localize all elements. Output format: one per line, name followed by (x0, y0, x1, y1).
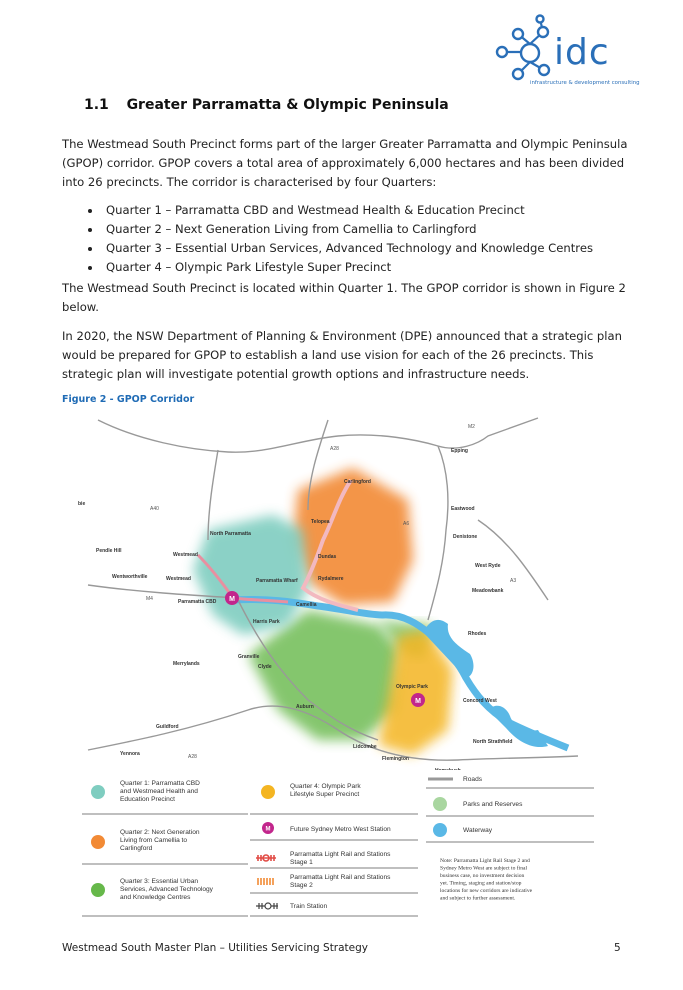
legend-q4-line1: Quarter 4: Olympic Park (290, 783, 361, 790)
list-item-text: Quarter 2 – Next Generation Living from Camellia to Carlingford (106, 222, 477, 236)
legend-parks-swatch (433, 797, 447, 811)
paragraph-strategic-plan: In 2020, the NSW Department of Planning & Environment (DPE) announced that a strategic plan would be prepared for GPOP to establish a land use vision for each of the 26 precincts. This strategic plan will investigate potential growth options and infrastructure needs. (62, 329, 622, 381)
legend-q3-line2: Services, Advanced Technology (120, 886, 213, 893)
place-label: Parramatta Wharf (256, 578, 298, 584)
place-label: Rhodes (468, 631, 487, 637)
place-label: Telopea (311, 519, 330, 525)
legend-waterway-label: Waterway (463, 827, 493, 834)
svg-text:Quarter 4: Olympic Park (290, 783, 363, 798)
legend-metro-icon (262, 822, 274, 834)
bullet-icon (88, 228, 92, 232)
logo-wordmark: idc (554, 32, 610, 73)
legend-q1-line2: and Westmead Health and (120, 788, 198, 795)
bullet-icon (88, 209, 92, 213)
quarters-list (84, 201, 593, 277)
list-item (84, 258, 593, 277)
road-label: M4 (146, 596, 153, 602)
legend-q2-line2: Living from Camellia to (120, 837, 188, 844)
legend-lr1-line1: Parramatta Light Rail and Stations (290, 851, 391, 858)
legend-note-line: yet. Timing, staging and station/stop (440, 880, 522, 887)
legend-lr2-line1: Parramatta Light Rail and Stations (290, 874, 391, 881)
legend-note-line: Sydney Metro West are subject to final (440, 865, 528, 872)
legend-note-line: Note: Parramatta Light Rail Stage 2 and (440, 858, 530, 864)
paragraph-location: The Westmead South Precinct is located within Quarter 1. The GPOP corridor is shown in Figure 2 below. (62, 281, 626, 314)
place-label: Westmead (166, 576, 191, 582)
place-label: North Parramatta (210, 531, 251, 537)
road-label: A40 (150, 506, 159, 512)
legend-q1-line1: Quarter 1: Parramatta CBD (120, 780, 200, 787)
legend-roads-label: Roads (463, 776, 483, 783)
legend-swatch-q3 (91, 883, 105, 897)
logo-tagline: infrastructure & development consulting (530, 80, 640, 86)
legend-note-line: business case, no investment decision (440, 873, 525, 879)
footer-document-title: Westmead South Master Plan – Utilities Servicing Strategy (62, 942, 369, 954)
gpop-corridor-map (78, 410, 596, 920)
legend-q1-line3: Education Precinct (120, 796, 175, 803)
legend-swatch-q4 (261, 785, 275, 799)
bullet-icon (88, 247, 92, 251)
metro-station-parramatta (225, 591, 239, 605)
place-label: Denistone (453, 534, 478, 540)
place-label: Wentworthville (112, 574, 148, 580)
map-legend (78, 770, 596, 920)
place-label: Dundas (318, 554, 337, 560)
place-label: Yennora (120, 751, 140, 757)
place-label: Camellia (296, 602, 317, 608)
place-label: Carlingford (344, 479, 371, 485)
place-label: Westmead (173, 552, 198, 558)
figure-caption: Figure 2 - GPOP Corridor (62, 394, 195, 405)
legend-lr2-line2: Stage 2 (290, 882, 313, 889)
place-label: Olympic Park (396, 684, 428, 690)
legend-note-line: and subject to further assessment. (440, 895, 516, 902)
road-label: A28 (188, 754, 197, 760)
list-item-text: Quarter 1 – Parramatta CBD and Westmead Health & Education Precinct (106, 203, 525, 217)
footer-page-number: 5 (614, 942, 621, 954)
legend-q2-line3: Carlingford (120, 845, 153, 852)
map-svg (78, 410, 596, 920)
legend-q3-line3: and Knowledge Centres (120, 894, 191, 901)
place-label: Clyde (258, 664, 272, 670)
road-label: M2 (468, 424, 475, 430)
bullet-icon (88, 266, 92, 270)
section-title: Greater Parramatta & Olympic Peninsula (126, 97, 449, 113)
legend-q2-line1: Quarter 2: Next Generation (120, 829, 200, 836)
legend-q4-line2: Lifestyle Super Precinct (290, 791, 360, 798)
idc-logo (488, 14, 640, 92)
list-item-text: Quarter 4 – Olympic Park Lifestyle Super Precinct (106, 260, 392, 274)
section-number: 1.1 (84, 97, 109, 113)
place-label: Merrylands (173, 661, 200, 667)
road-label: A3 (510, 578, 517, 584)
place-label: Auburn (296, 704, 314, 710)
place-label: Granville (238, 654, 260, 660)
section-heading (84, 97, 449, 113)
legend-note-line: locations for new corridors are indicative (440, 888, 533, 894)
list-item (84, 220, 593, 239)
place-label: Parramatta CBD (178, 599, 217, 605)
list-item (84, 201, 593, 220)
svg-text:M: M (265, 826, 271, 833)
place-label: Guildford (156, 724, 179, 730)
legend-train-label: Train Station (290, 903, 328, 910)
svg-text:M: M (229, 596, 235, 603)
place-label: bie (78, 501, 86, 507)
svg-text:M: M (415, 698, 421, 705)
place-label: Flemington (382, 756, 409, 762)
legend-metro-label: Future Sydney Metro West Station (290, 826, 391, 833)
place-label: Epping (451, 448, 468, 454)
place-label: Rydalmere (318, 576, 344, 582)
legend-q3-line1: Quarter 3: Essential Urban (120, 878, 199, 885)
road-label: A28 (330, 446, 339, 452)
paragraph-intro: The Westmead South Precinct forms part of the larger Greater Parramatta and Olympic Peninsula (GPOP) corridor. GPOP covers a total area of approximately 6,000 hectares and has been divided into 26 precincts. The corridor is characterised by four Quarters: (62, 137, 628, 189)
place-label: Concord West (463, 698, 497, 704)
legend-waterway-swatch (433, 823, 447, 837)
place-label: Eastwood (451, 506, 475, 512)
place-label: Meadowbank (472, 588, 504, 594)
legend-lr1-line2: Stage 1 (290, 859, 313, 866)
place-label: North Strathfield (473, 739, 513, 745)
place-label: Lidcombe (353, 744, 377, 750)
place-label: West Ryde (475, 563, 501, 569)
legend-parks-label: Parks and Reserves (463, 801, 523, 808)
metro-station-olympic-park (411, 693, 425, 707)
road-label: A6 (403, 521, 410, 527)
list-item (84, 239, 593, 258)
place-label: Pendle Hill (96, 548, 122, 554)
list-item-text: Quarter 3 – Essential Urban Services, Advanced Technology and Knowledge Centres (106, 241, 593, 255)
legend-swatch-q1 (91, 785, 105, 799)
legend-swatch-q2 (91, 835, 105, 849)
place-label: Harris Park (253, 619, 280, 625)
